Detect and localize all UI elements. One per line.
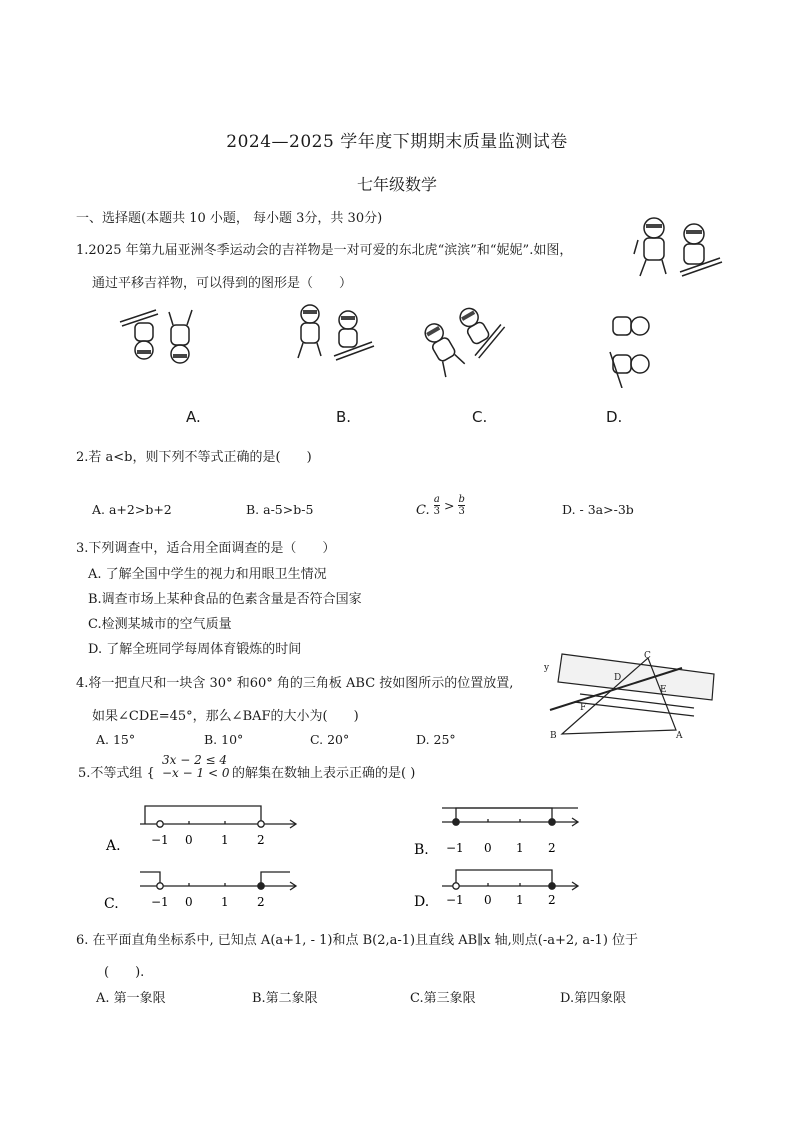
q1-label-b: B. (336, 408, 352, 426)
q6-option-d: D.第四象限 (560, 991, 627, 1006)
q1-stem-line1: 1.2025 年第九届亚洲冬季运动会的吉祥物是一对可爱的东北虎“滨滨”和“妮妮”.如图， (76, 243, 573, 258)
q5-a-tick-2: 2 (257, 833, 265, 847)
q5-c-tick-0: 0 (185, 895, 193, 909)
q1-option-c-image (420, 300, 512, 380)
page-subtitle: 七年级数学 (356, 175, 437, 194)
q3-stem: 3.下列调查中，适合用全面调查的是（ ） (76, 541, 336, 556)
q3-option-c: C.检测某城市的空气质量 (88, 617, 232, 632)
q6-option-c: C.第三象限 (410, 991, 476, 1006)
q5-c-tick-neg1: −1 (151, 895, 169, 909)
q6-stem-line2: ( ). (104, 965, 145, 980)
q6-stem-line1: 6. 在平面直角坐标系中, 已知点 A(a+1, - 1)和点 B(2,a-1)且直线 AB∥x 轴,则点(-a+2, a-1) 位于 (76, 933, 639, 948)
q4-label-c: C (644, 651, 651, 661)
q5-label-a: A. (106, 838, 121, 854)
q5-c-tick-1: 1 (221, 895, 229, 909)
q1-label-c: C. (472, 408, 488, 426)
q1-mascot-reference-image (632, 210, 724, 290)
q4-label-f: F (580, 703, 587, 713)
q2-option-c-relation: > (443, 498, 455, 513)
q5-number-line-d (412, 858, 582, 918)
q2-option-c-denominator-1: 3 (433, 506, 440, 517)
q2-option-c-prefix: C. (416, 503, 430, 518)
q5-label-c: C. (104, 896, 119, 912)
q4-label-y: y (544, 663, 550, 673)
q5-number-line-b (412, 796, 582, 862)
q5-number-line-c (100, 860, 300, 920)
q2-option-b: B. a-5>b-5 (246, 502, 314, 517)
q5-b-tick-neg1: −1 (446, 841, 464, 855)
q2-option-d: D. - 3a>-3b (562, 502, 634, 517)
q1-label-a: A. (186, 408, 201, 426)
q2-option-c (416, 494, 465, 522)
page-title: 2024—2025 学年度下期期末质量监测试卷 (226, 132, 568, 152)
q2-option-c-numerator-2: b (458, 494, 465, 505)
q5-d-tick-2: 2 (548, 893, 556, 907)
q1-option-d-image (596, 300, 660, 388)
q3-option-a: A. 了解全国中学生的视力和用眼卫生情况 (88, 567, 327, 582)
q4-stem-line1: 4.将一把直尺和一块含 30° 和60° 角的三角板 ABC 按如图所示的位置放置, (76, 676, 514, 691)
q4-stem-line2: 如果∠CDE=45°，那么∠BAF的大小为( ) (92, 709, 359, 724)
q5-stem-prefix: 5.不等式组 { (78, 766, 155, 781)
q5-number-line-a (100, 788, 300, 858)
q5-d-tick-neg1: −1 (446, 893, 464, 907)
q5-stem-suffix: 的解集在数轴上表示正确的是( ) (232, 766, 416, 781)
q5-d-tick-1: 1 (516, 893, 524, 907)
q5-label-d: D. (414, 894, 430, 910)
q5-inequality-1: 3x − 2 ≤ 4 (162, 753, 228, 767)
q1-option-a-image (118, 298, 202, 370)
q4-option-d: D. 25° (416, 732, 456, 747)
q5-b-tick-0: 0 (484, 841, 492, 855)
q5-inequality-2: −x − 1 < 0 (162, 766, 230, 780)
q4-label-a: A (676, 731, 683, 740)
q4-label-d: D (614, 673, 622, 683)
q5-a-tick-1: 1 (221, 833, 229, 847)
q5-label-b: B. (414, 842, 429, 858)
q4-ruler-triangle-figure (544, 650, 724, 740)
q5-c-tick-2: 2 (257, 895, 265, 909)
q5-b-tick-1: 1 (516, 841, 524, 855)
q2-option-c-numerator-1: a (433, 494, 440, 505)
q4-option-c: C. 20° (310, 732, 350, 747)
q5-inequality-system (162, 754, 229, 780)
q2-stem: 2.若 a<b，则下列不等式正确的是( ) (76, 450, 312, 465)
q5-a-tick-neg1: −1 (151, 833, 169, 847)
q4-option-b: B. 10° (204, 732, 244, 747)
q4-label-e: E (660, 685, 667, 695)
q1-option-b-image (288, 298, 380, 370)
section-heading: 一、选择题(本题共 10 小题， 每小题 3分，共 30分) (76, 211, 383, 226)
q6-option-b: B.第二象限 (252, 991, 318, 1006)
q1-stem-line2: 通过平移吉祥物，可以得到的图形是（ ） (92, 276, 353, 291)
q5-b-tick-2: 2 (548, 841, 556, 855)
q1-label-d: D. (606, 408, 623, 426)
q3-option-d: D. 了解全班同学每周体育锻炼的时间 (88, 642, 302, 657)
q2-option-c-denominator-2: 3 (458, 506, 465, 517)
q6-option-a: A. 第一象限 (96, 991, 166, 1006)
q3-option-b: B.调查市场上某种食品的色素含量是否符合国家 (88, 592, 362, 607)
q5-a-tick-0: 0 (185, 833, 193, 847)
q5-d-tick-0: 0 (484, 893, 492, 907)
q4-label-b: B (550, 731, 557, 740)
q2-option-a: A. a+2>b+2 (92, 502, 172, 517)
q4-option-a: A. 15° (96, 732, 136, 747)
